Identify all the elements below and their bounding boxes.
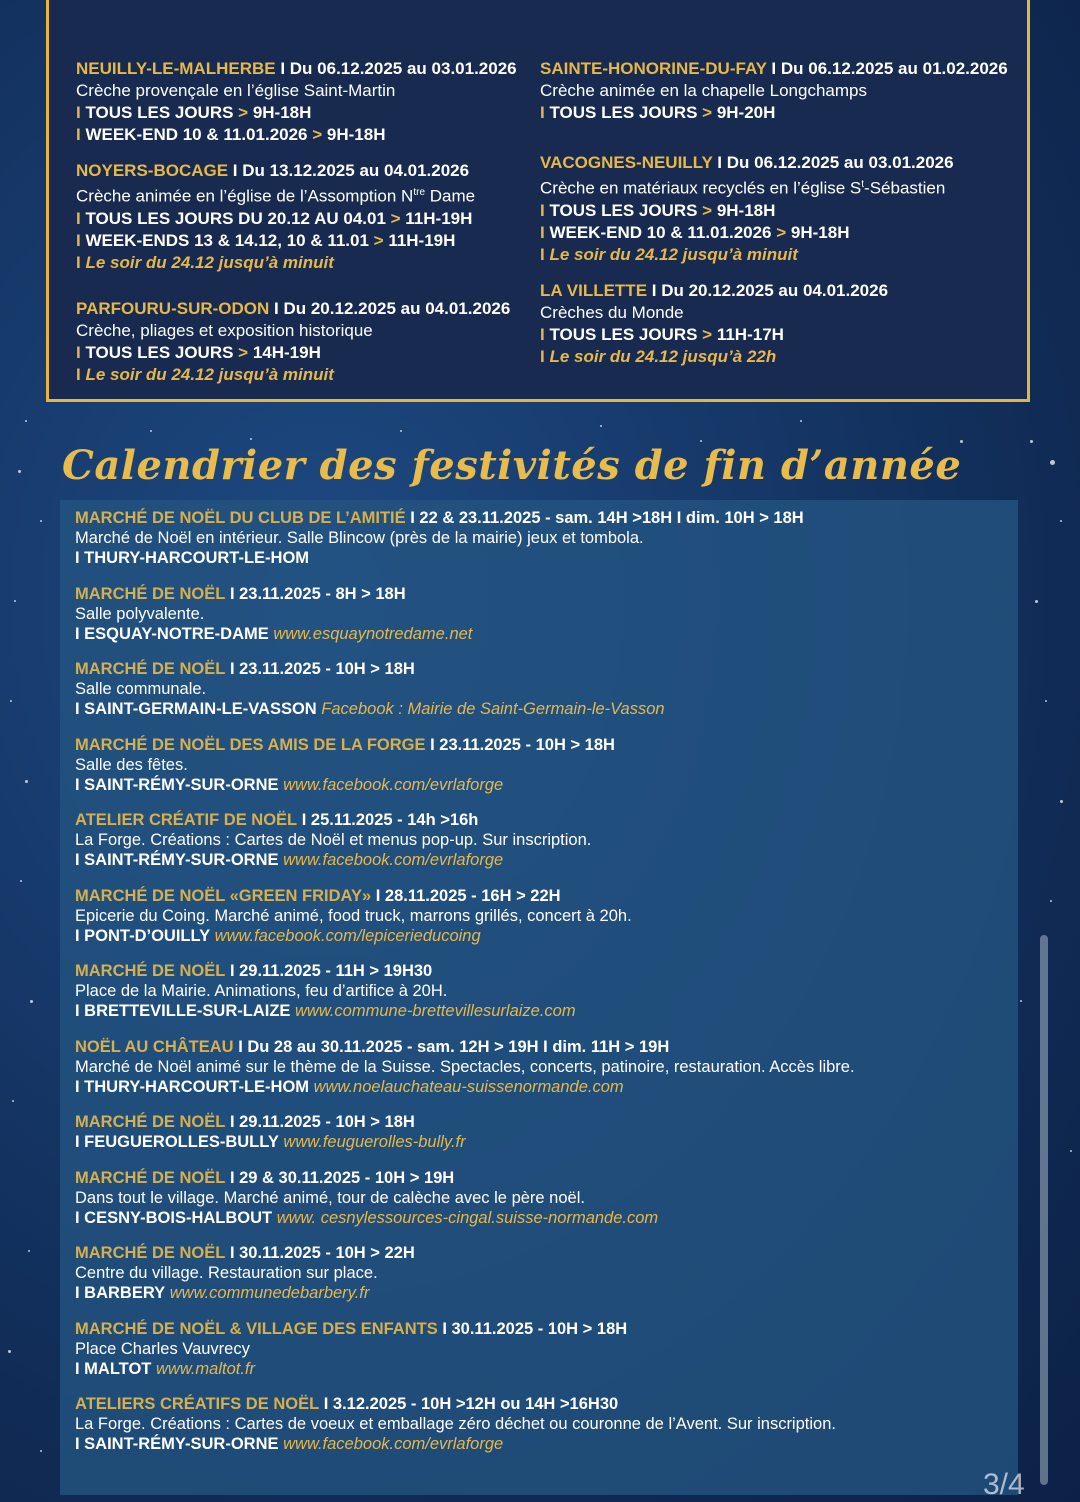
event-link[interactable]: www.facebook.com/evrlaforge xyxy=(283,775,504,794)
creche-description xyxy=(76,320,516,342)
event-description xyxy=(75,1188,1015,1208)
star-decoration xyxy=(1045,700,1047,702)
schedule-label: TOUS LES JOURS xyxy=(85,342,234,362)
event-desc-text: Salle communale. xyxy=(75,680,207,698)
event-place: SAINT-GERMAIN-LE-VASSON xyxy=(84,700,317,718)
star-decoration xyxy=(12,1100,14,1102)
event-location xyxy=(75,1132,1015,1152)
event-location xyxy=(75,1359,1015,1379)
creche-description xyxy=(540,174,980,200)
event-location xyxy=(75,548,1015,568)
event-place: FEUGUEROLLES-BULLY xyxy=(84,1133,279,1151)
star-decoration xyxy=(25,420,27,422)
creche-header xyxy=(540,280,980,302)
creche-dates: Du 13.12.2025 au 04.01.2026 xyxy=(242,161,470,180)
schedule-hours: 11H-19H xyxy=(405,208,473,228)
separator: I xyxy=(76,230,86,250)
creche-dates: Du 06.12.2025 au 01.02.2026 xyxy=(780,59,1008,78)
creche-schedule xyxy=(76,208,516,230)
separator: I xyxy=(75,1435,85,1453)
event-item xyxy=(75,1037,1015,1097)
event-location xyxy=(75,1001,1015,1021)
event-description xyxy=(75,830,1015,850)
creche-town: PARFOURU-SUR-ODON xyxy=(76,298,270,318)
event-description xyxy=(75,755,1015,775)
separator: I xyxy=(76,103,86,122)
separator: I xyxy=(540,346,550,366)
event-item xyxy=(75,508,1015,568)
star-decoration xyxy=(28,1250,30,1252)
event-date: I 22 & 23.11.2025 - sam. 14H >18H I dim. 10H > 18H xyxy=(410,509,804,527)
schedule-hours: 9H-20H xyxy=(716,103,776,122)
creche-description xyxy=(540,80,980,102)
event-header xyxy=(75,659,1015,679)
event-item xyxy=(75,584,1015,644)
event-item xyxy=(75,1319,1015,1379)
star-decoration xyxy=(150,430,152,432)
event-desc-text: Marché de Noël animé sur le thème de la Suisse. Spectacles, concerts, patinoire, restauration. Accès libre. xyxy=(75,1057,855,1076)
separator: I xyxy=(75,926,85,945)
separator: I xyxy=(76,125,86,144)
event-link[interactable]: www.feuguerolles-bully.fr xyxy=(283,1133,466,1151)
event-header xyxy=(75,961,1015,981)
creche-dates: Du 06.12.2025 au 03.01.2026 xyxy=(289,59,517,78)
separator: I xyxy=(712,153,727,172)
event-desc-text: Epicerie du Coing. Marché animé, food truck, marrons grillés, concert à 20h. xyxy=(75,906,632,925)
creche-entry xyxy=(76,58,516,146)
creche-desc-sup: tre xyxy=(413,187,426,198)
star-decoration xyxy=(1050,460,1055,465)
event-date: I 29.11.2025 - 10H > 18H xyxy=(229,1113,415,1131)
arrow: > xyxy=(233,103,253,122)
events-list xyxy=(75,508,1015,1470)
creche-dates: Du 20.12.2025 au 04.01.2026 xyxy=(661,280,889,300)
event-date: I 25.11.2025 - 14h >16h xyxy=(301,811,479,829)
event-title: MARCHÉ DE NOËL xyxy=(75,1113,226,1131)
star-decoration xyxy=(800,420,802,422)
separator: I xyxy=(75,775,85,794)
event-location xyxy=(75,1434,1015,1454)
separator: I xyxy=(75,851,85,869)
creche-note xyxy=(76,364,516,386)
creche-header xyxy=(540,152,980,174)
star-decoration xyxy=(600,425,602,427)
event-place: THURY-HARCOURT-LE-HOM xyxy=(84,549,310,567)
creche-town: VACOGNES-NEUILLY xyxy=(540,153,713,172)
event-title: MARCHÉ DE NOËL DES AMIS DE LA FORGE xyxy=(75,735,426,754)
separator: I xyxy=(76,364,86,384)
event-desc-text: Dans tout le village. Marché animé, tour de calèche avec le père noël. xyxy=(75,1188,585,1207)
schedule-hours: 9H-18H xyxy=(252,103,312,122)
schedule-hours: 14H-19H xyxy=(252,342,321,362)
event-location xyxy=(75,1283,1015,1303)
star-decoration xyxy=(400,430,402,432)
creche-entry xyxy=(540,152,980,266)
event-desc-text: La Forge. Créations : Cartes de Noël et menus pop-up. Sur inscription. xyxy=(75,831,592,849)
event-title: MARCHÉ DE NOËL «GREEN FRIDAY» xyxy=(75,886,372,905)
separator: I xyxy=(75,1284,85,1302)
star-decoration xyxy=(10,700,12,702)
event-title: MARCHÉ DE NOËL xyxy=(75,1244,226,1262)
schedule-hours: 9H-18H xyxy=(716,200,776,220)
creche-header xyxy=(76,58,516,80)
schedule-label: TOUS LES JOURS DU 20.12 AU 04.01 xyxy=(85,208,386,228)
creche-desc-text: Crèche, pliages et exposition historique xyxy=(76,320,373,340)
star-decoration xyxy=(1060,800,1063,803)
event-description xyxy=(75,981,1015,1001)
scrollbar[interactable] xyxy=(1040,935,1048,1485)
event-location xyxy=(75,926,1015,946)
creche-note xyxy=(76,252,516,274)
arrow: > xyxy=(307,125,327,144)
creche-schedule xyxy=(76,342,516,364)
event-header xyxy=(75,508,1015,528)
star-decoration xyxy=(1030,440,1033,443)
star-decoration xyxy=(250,438,252,440)
arrow: > xyxy=(233,342,253,362)
event-title: MARCHÉ DE NOËL xyxy=(75,584,226,603)
creche-description xyxy=(540,302,980,324)
separator: I xyxy=(647,280,662,300)
schedule-hours: 11H-19H xyxy=(388,230,456,250)
event-header xyxy=(75,1394,1015,1414)
note-text: Le soir du 24.12 jusqu’à 22h xyxy=(549,346,777,366)
arrow: > xyxy=(771,222,791,242)
schedule-label: WEEK-END 10 & 11.01.2026 xyxy=(549,222,772,242)
event-date: I 30.11.2025 - 10H > 22H xyxy=(229,1244,415,1262)
separator: I xyxy=(75,1002,85,1020)
creche-schedule xyxy=(76,124,516,146)
separator: I xyxy=(540,244,550,264)
event-description xyxy=(75,679,1015,699)
event-title: MARCHÉ DE NOËL & VILLAGE DES ENFANTS xyxy=(75,1319,438,1338)
event-item xyxy=(75,1168,1015,1228)
separator: I xyxy=(75,624,85,643)
event-item xyxy=(75,735,1015,795)
schedule-hours: 9H-18H xyxy=(790,222,850,242)
star-decoration xyxy=(1070,1150,1072,1152)
separator: I xyxy=(76,208,86,228)
separator: I xyxy=(75,1077,85,1096)
creche-desc-text: Crèche provençale en l’église Saint-Martin xyxy=(76,81,396,100)
event-date: I Du 28 au 30.11.2025 - sam. 12H > 19H I dim. 11H > 19H xyxy=(238,1037,670,1056)
creche-desc-text: Crèche en matériaux recyclés en l’église S xyxy=(540,178,862,198)
event-place: ESQUAY-NOTRE-DAME xyxy=(84,624,269,643)
schedule-label: WEEK-END 10 & 11.01.2026 xyxy=(85,125,308,144)
schedule-hours: 11H-17H xyxy=(716,324,784,344)
separator: I xyxy=(228,161,243,180)
separator: I xyxy=(76,252,86,272)
creche-desc-text: Crèche animée en l’église de l’Assomption N xyxy=(76,186,414,206)
event-description xyxy=(75,906,1015,926)
event-date: I 28.11.2025 - 16H > 22H xyxy=(375,886,561,905)
separator: I xyxy=(75,1208,85,1227)
event-header xyxy=(75,886,1015,906)
creche-town: NOYERS-BOCAGE xyxy=(76,161,229,180)
creche-town: SAINTE-HONORINE-DU-FAY xyxy=(540,59,767,78)
event-header xyxy=(75,735,1015,755)
event-header xyxy=(75,1319,1015,1339)
creche-header xyxy=(76,298,516,320)
event-description xyxy=(75,1339,1015,1359)
creche-town: NEUILLY-LE-MALHERBE xyxy=(76,59,276,78)
event-link[interactable]: Facebook : Mairie de Saint-Germain-le-Vasson xyxy=(321,700,665,718)
event-item xyxy=(75,961,1015,1021)
event-link[interactable]: www.facebook.com/evrlaforge xyxy=(283,851,504,869)
star-decoration xyxy=(40,1450,42,1452)
creche-desc-text: Crèche animée en la chapelle Longchamps xyxy=(540,81,867,100)
event-date: I 30.11.2025 - 10H > 18H xyxy=(442,1319,628,1338)
creche-schedule xyxy=(76,102,516,124)
creche-entry xyxy=(76,160,516,274)
event-title: ATELIERS CRÉATIFS DE NOËL xyxy=(75,1395,320,1413)
separator: I xyxy=(275,59,290,78)
creche-entry xyxy=(540,280,980,368)
creche-entry xyxy=(76,298,516,386)
star-decoration xyxy=(20,880,22,882)
schedule-label: TOUS LES JOURS xyxy=(549,324,698,344)
event-link[interactable]: www.facebook.com/lepicerieducoing xyxy=(214,926,481,945)
star-decoration xyxy=(8,1350,11,1353)
separator: I xyxy=(540,222,550,242)
creche-desc-text: Crèches du Monde xyxy=(540,302,684,322)
event-title: MARCHÉ DE NOËL xyxy=(75,962,226,980)
star-decoration xyxy=(1035,600,1038,603)
star-decoration xyxy=(1020,1000,1022,1002)
event-location xyxy=(75,775,1015,795)
event-header xyxy=(75,584,1015,604)
separator: I xyxy=(540,103,550,122)
event-header xyxy=(75,1112,1015,1132)
event-location xyxy=(75,1208,1015,1228)
star-decoration xyxy=(25,780,28,783)
arrow: > xyxy=(368,230,389,250)
creche-desc-sup: t xyxy=(861,179,865,190)
event-description xyxy=(75,1263,1015,1283)
event-header xyxy=(75,1243,1015,1263)
event-place: MALTOT xyxy=(84,1359,152,1378)
event-place: PONT-D’OUILLY xyxy=(84,926,211,945)
note-text: Le soir du 24.12 jusqu’à minuit xyxy=(549,244,798,264)
event-date: I 23.11.2025 - 10H > 18H xyxy=(430,735,615,754)
event-title: MARCHÉ DE NOËL xyxy=(75,660,226,678)
event-date: I 23.11.2025 - 8H > 18H xyxy=(229,584,406,603)
creches-right-column xyxy=(540,58,1008,382)
separator: I xyxy=(540,324,550,344)
creche-description xyxy=(76,80,516,102)
creches-panel xyxy=(46,0,1030,402)
event-location xyxy=(75,1077,1015,1097)
event-description xyxy=(75,528,1015,548)
star-decoration xyxy=(40,520,42,522)
creche-schedule xyxy=(540,200,980,222)
creche-desc-end: Dame xyxy=(425,186,476,206)
event-header xyxy=(75,1168,1015,1188)
event-date: I 3.12.2025 - 10H >12H ou 14H >16H30 xyxy=(323,1395,619,1413)
creche-schedule xyxy=(540,222,980,244)
creche-description xyxy=(76,182,516,208)
schedule-label: TOUS LES JOURS xyxy=(549,103,698,122)
event-link[interactable]: www. cesnylessources-cingal.suisse-normande.com xyxy=(276,1208,659,1227)
note-text: Le soir du 24.12 jusqu’à minuit xyxy=(85,252,334,272)
star-decoration xyxy=(1060,520,1062,522)
event-date: I 23.11.2025 - 10H > 18H xyxy=(229,660,415,678)
star-decoration xyxy=(18,470,21,473)
event-desc-text: Salle des fêtes. xyxy=(75,755,188,774)
creche-town: LA VILLETTE xyxy=(540,280,648,300)
event-description xyxy=(75,604,1015,624)
event-place: BRETTEVILLE-SUR-LAIZE xyxy=(84,1002,291,1020)
creche-schedule xyxy=(76,230,516,252)
arrow: > xyxy=(697,103,717,122)
event-place: SAINT-RÉMY-SUR-ORNE xyxy=(84,851,279,869)
event-desc-text: Centre du village. Restauration sur place. xyxy=(75,1264,378,1282)
event-item xyxy=(75,1243,1015,1303)
star-decoration xyxy=(14,600,16,602)
schedule-label: TOUS LES JOURS xyxy=(85,103,234,122)
separator: I xyxy=(766,59,781,78)
arrow: > xyxy=(697,200,717,220)
note-text: Le soir du 24.12 jusqu’à minuit xyxy=(85,364,334,384)
event-place: CESNY-BOIS-HALBOUT xyxy=(84,1208,273,1227)
event-link[interactable]: www.commune-brettevillesurlaize.com xyxy=(295,1002,576,1020)
separator: I xyxy=(75,549,85,567)
event-description xyxy=(75,1414,1015,1434)
creche-header xyxy=(540,58,1008,80)
event-link[interactable]: www.noelauchateau-suissenormande.com xyxy=(313,1077,624,1096)
event-location xyxy=(75,850,1015,870)
event-header xyxy=(75,810,1015,830)
event-item xyxy=(75,1112,1015,1152)
event-title: ATELIER CRÉATIF DE NOËL xyxy=(75,811,298,829)
creche-note xyxy=(540,346,980,368)
event-link[interactable]: www.communedebarbery.fr xyxy=(169,1284,370,1302)
event-description xyxy=(75,1057,1015,1077)
event-item xyxy=(75,659,1015,719)
event-title: MARCHÉ DE NOËL DU CLUB DE L’AMITIÉ xyxy=(75,509,406,527)
event-item xyxy=(75,810,1015,870)
event-link[interactable]: www.facebook.com/evrlaforge xyxy=(283,1435,504,1453)
schedule-label: WEEK-ENDS 13 & 14.12, 10 & 11.01 xyxy=(85,230,369,250)
event-desc-text: Place Charles Vauvrecy xyxy=(75,1339,250,1358)
page-indicator: 3/4 xyxy=(983,1468,1025,1501)
creche-schedule xyxy=(540,102,980,124)
schedule-label: TOUS LES JOURS xyxy=(549,200,698,220)
event-place: THURY-HARCOURT-LE-HOM xyxy=(84,1077,310,1096)
event-location xyxy=(75,624,1015,644)
arrow: > xyxy=(385,208,406,228)
creche-desc-end: -Sébastien xyxy=(864,178,946,198)
separator: I xyxy=(75,1133,85,1151)
calendar-title: Calendrier des festivités de fin d’année xyxy=(62,442,962,489)
creches-left-column xyxy=(76,58,516,400)
event-link[interactable]: www.esquaynotredame.net xyxy=(273,624,473,643)
event-date: I 29.11.2025 - 11H > 19H30 xyxy=(229,962,433,980)
separator: I xyxy=(75,1359,85,1378)
separator: I xyxy=(76,342,86,362)
event-item xyxy=(75,886,1015,946)
event-place: SAINT-RÉMY-SUR-ORNE xyxy=(84,775,279,794)
arrow: > xyxy=(697,324,717,344)
separator: I xyxy=(75,700,85,718)
event-desc-text: Salle polyvalente. xyxy=(75,604,205,623)
separator: I xyxy=(269,298,284,318)
event-place: SAINT-RÉMY-SUR-ORNE xyxy=(84,1435,279,1453)
calendar-panel xyxy=(60,500,1018,1495)
separator: I xyxy=(540,200,550,220)
event-desc-text: Place de la Mairie. Animations, feu d’artifice à 20H. xyxy=(75,982,448,1000)
schedule-hours: 9H-18H xyxy=(326,125,386,144)
event-title: MARCHÉ DE NOËL xyxy=(75,1168,226,1187)
creche-note xyxy=(540,244,980,266)
event-desc-text: La Forge. Créations : Cartes de voeux et emballage zéro déchet ou couronne de l’Avent. Sur inscription. xyxy=(75,1415,836,1433)
creche-header xyxy=(76,160,516,182)
star-decoration xyxy=(1050,900,1052,902)
event-link[interactable]: www.maltot.fr xyxy=(155,1359,256,1378)
creche-dates: Du 06.12.2025 au 03.01.2026 xyxy=(726,153,954,172)
event-header xyxy=(75,1037,1015,1057)
event-place: BARBERY xyxy=(84,1284,166,1302)
event-desc-text: Marché de Noël en intérieur. Salle Blincow (près de la mairie) jeux et tombola. xyxy=(75,529,644,547)
star-decoration xyxy=(30,1000,33,1003)
creche-entry xyxy=(540,58,1008,124)
event-location xyxy=(75,699,1015,719)
creche-schedule xyxy=(540,324,980,346)
event-date: I 29 & 30.11.2025 - 10H > 19H xyxy=(229,1168,455,1187)
creche-dates: Du 20.12.2025 au 04.01.2026 xyxy=(283,298,511,318)
event-item xyxy=(75,1394,1015,1454)
event-title: NOËL AU CHÂTEAU xyxy=(75,1037,234,1056)
